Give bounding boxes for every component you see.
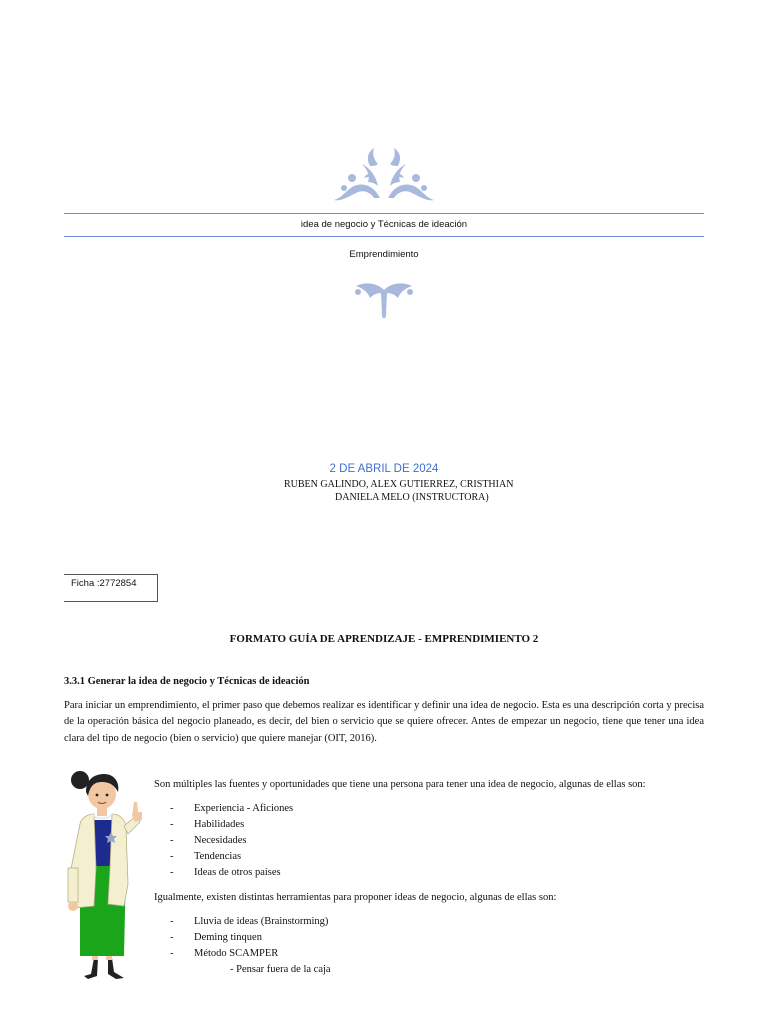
cover-rule-bottom [64, 236, 704, 237]
cover-subtitle: Emprendimiento [349, 249, 419, 260]
list-bullet: - [170, 803, 174, 814]
cover-date: 2 DE ABRIL DE 2024 [329, 463, 439, 475]
ficha-number: Ficha :2772854 [71, 578, 137, 589]
list-item-text: Tendencias [194, 851, 242, 862]
list-bullet: - [170, 932, 174, 943]
list-item-text: Habilidades [194, 819, 245, 830]
tools-lead: Igualmente, existen distintas herramientas para proponer ideas de negocio, algunas de ellas son: [154, 892, 557, 903]
teacher-woman-illustration [64, 768, 144, 982]
sub-list-item: - Pensar fuera de la caja [230, 964, 331, 975]
list-bullet: - [170, 948, 174, 959]
intro-paragraph: Para iniciar un emprendimiento, el primer paso que debemos realizar es identificar y definir una idea de negocio. Esta es una descripción corta y precisa de la operación básica del negocio planeado, es decir, del bien o servicio que se quiere ofrecer. Antes de empezar un negocio, tiene que tener una idea clara del tipo de negocio (bien o servicio) que quiere manejar (OIT, 2016). [64, 700, 704, 744]
list-item-text: Lluvia de ideas (Brainstorming) [194, 916, 329, 927]
list-item-text: Ideas de otros países [194, 867, 281, 878]
list-item-text: Necesidades [194, 835, 247, 846]
list-item-text: Experiencia - Aficiones [194, 803, 294, 814]
list-bullet: - [170, 867, 174, 878]
document-title: FORMATO GUÍA DE APRENDIZAJE - EMPRENDIMIENTO 2 [229, 633, 539, 645]
floral-flourish-icon [330, 146, 438, 206]
cover-rule-top [64, 213, 704, 214]
tools-list [170, 916, 570, 966]
list-item-text: Deming tinquen [194, 932, 262, 943]
cover-title: idea de negocio y Técnicas de ideación [300, 219, 468, 230]
section-heading: 3.3.1 Generar la idea de negocio y Técnicas de ideación [64, 676, 310, 687]
authors-line-2: DANIELA MELO (INSTRUCTORA) [335, 492, 489, 503]
fleur-ornament-icon [352, 280, 416, 320]
sources-lead: Son múltiples las fuentes y oportunidades que tiene una persona para tener una idea de negocio, algunas de ellas son: [154, 779, 646, 790]
authors-line-1: RUBEN GALINDO, ALEX GUTIERREZ, CRISTHIAN [284, 479, 514, 490]
list-bullet: - [170, 851, 174, 862]
list-bullet: - [170, 819, 174, 830]
list-bullet: - [170, 835, 174, 846]
list-bullet: - [170, 916, 174, 927]
list-item-text: Método SCAMPER [194, 948, 279, 959]
sources-list [170, 803, 570, 883]
